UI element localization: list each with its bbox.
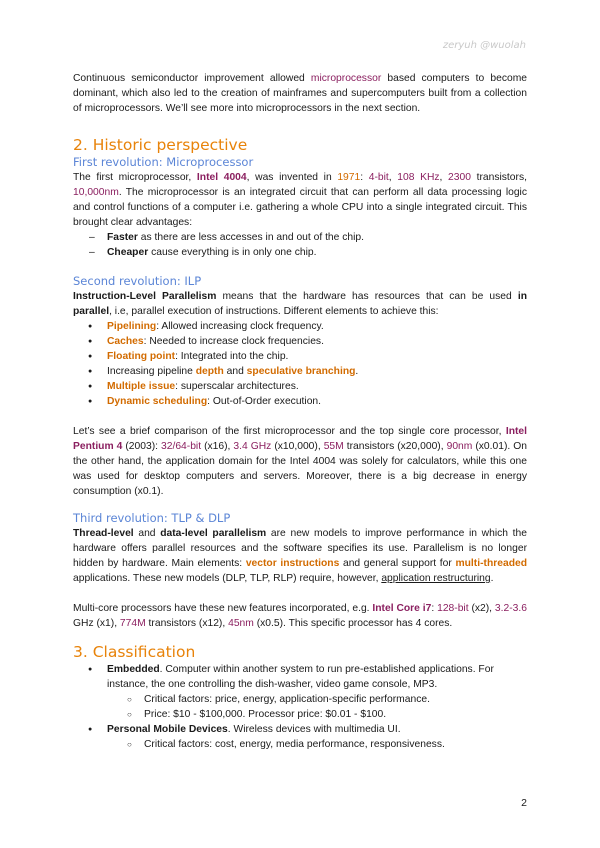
text: Personal Mobile Devices	[107, 724, 228, 735]
text: : Needed to increase clock frequencies.	[143, 336, 324, 347]
paragraph	[73, 170, 527, 230]
text: applications. These new models (DLP, TLP, RLP) require, however,	[73, 573, 382, 584]
text: (x0.5). This specific processor has 4 cores.	[253, 618, 453, 629]
intro-paragraph	[73, 71, 527, 116]
text: . Computer within another system to run pre-established applications. For instance, the one controlling the dish-washer, video game console, MP3.	[107, 664, 494, 690]
text: transistors (x12),	[145, 618, 229, 629]
watermark: zeryuh @wuolah	[442, 40, 526, 51]
text: (x10,000),	[271, 441, 324, 452]
text: cause everything is in only one chip.	[148, 247, 317, 258]
text: : superscalar architectures.	[175, 381, 299, 392]
text: (x2),	[468, 603, 495, 614]
text: : Out-of-Order execution.	[207, 396, 322, 407]
text: (x16),	[201, 441, 234, 452]
keyword: 32/64-bit	[161, 441, 202, 452]
text: .	[490, 573, 494, 584]
text: ,	[388, 172, 398, 183]
keyword: Intel Core i7	[372, 603, 432, 614]
text: (x0.01). On the other hand, the application domain for the Intel 4004 was solely for calculators, while this one was used for desktop computers and servers. Moreover, there is a big decrease in energy consumption (x0.1).	[73, 441, 528, 497]
text: GHz (x1),	[73, 618, 120, 629]
text: Multi-core processors have these new features incorporated, e.g.	[73, 603, 373, 614]
text: transistors (x20,000),	[343, 441, 447, 452]
keyword: Caches	[107, 336, 144, 347]
text: application restructuring	[381, 573, 491, 584]
sub-list-item	[73, 692, 527, 707]
text: transistors,	[470, 172, 527, 183]
page-number: 2	[521, 797, 527, 809]
keyword: Intel Pentium 4	[73, 426, 527, 452]
text: . Wireless devices with multimedia UI.	[227, 724, 401, 735]
text: data-level parallelism	[160, 528, 267, 539]
keyword: speculative branching	[246, 366, 356, 377]
keyword: 2300	[448, 172, 471, 183]
keyword: 1971	[337, 172, 361, 183]
text: .	[355, 366, 359, 377]
paragraph	[73, 526, 527, 586]
text: : Allowed increasing clock frequency.	[156, 321, 324, 332]
text: as there are less accesses in and out of the chip.	[137, 232, 364, 243]
keyword: microprocessor	[310, 73, 382, 84]
text: and	[133, 528, 161, 539]
advantages-list	[73, 230, 527, 260]
keyword: 90nm	[446, 441, 473, 452]
keyword: 45nm	[228, 618, 254, 629]
text: Critical factors: cost, energy, media performance, responsiveness.	[144, 739, 445, 750]
text: means that the hardware has resources that can be used	[216, 291, 518, 302]
text: Thread-level	[73, 528, 134, 539]
keyword: Dynamic scheduling	[107, 396, 208, 407]
paragraph	[73, 601, 527, 631]
subsection-heading: Second revolution: ILP	[73, 274, 202, 288]
keyword: multi-threaded	[455, 558, 527, 569]
keyword: 108 KHz	[397, 172, 440, 183]
text: Price: $10 - $100,000. Processor price: $0.01 - $100.	[144, 709, 387, 720]
text: Continuous semiconductor improvement allowed	[73, 73, 311, 84]
list-item	[73, 394, 527, 409]
text: Let’s see a brief comparison of the first microprocessor and the top single core processor,	[73, 426, 506, 437]
paragraph	[73, 289, 527, 319]
section-heading: 2. Historic perspective	[73, 136, 248, 154]
keyword: 3.2-3.6	[494, 603, 527, 614]
list-item	[73, 230, 527, 245]
list-item	[73, 364, 527, 379]
text: in parallel	[73, 291, 527, 317]
keyword: Floating point	[107, 351, 176, 362]
text: , was invented in	[246, 172, 338, 183]
text: . The microprocessor is an integrated circuit that can perform all data processing logic and control functions of a computer i.e. gathering a whole CPU into a single integrated circuit. This brought clear advantages:	[73, 187, 527, 228]
ilp-elements-list	[73, 319, 527, 409]
paragraph	[73, 424, 527, 499]
classification-list	[73, 662, 527, 752]
section-heading: 3. Classification	[73, 643, 196, 661]
text: Instruction-Level Parallelism	[73, 291, 217, 302]
text: , i.e, parallel execution of instructions. Different elements to achieve this:	[109, 306, 439, 317]
keyword: 3.4 GHz	[233, 441, 272, 452]
list-item	[73, 334, 527, 349]
keyword: 4-bit	[368, 172, 389, 183]
text: :	[431, 603, 438, 614]
text: Cheaper	[107, 247, 149, 258]
keyword: 128-bit	[437, 603, 469, 614]
keyword: Pipelining	[107, 321, 157, 332]
list-item	[73, 722, 527, 737]
keyword: Multiple issue	[107, 381, 176, 392]
keyword: Intel 4004	[196, 172, 247, 183]
text: Faster	[107, 232, 138, 243]
sub-list-item	[73, 737, 527, 752]
list-item	[73, 379, 527, 394]
page-content	[73, 71, 527, 752]
list-item	[73, 319, 527, 334]
text: Embedded	[107, 664, 160, 675]
text: :	[360, 172, 369, 183]
text: and general support for	[339, 558, 456, 569]
subsection-heading: Third revolution: TLP & DLP	[73, 511, 231, 525]
subsection-heading: First revolution: Microprocessor	[73, 155, 254, 169]
text: and	[223, 366, 247, 377]
keyword: depth	[195, 366, 224, 377]
list-item	[73, 245, 527, 260]
text: ,	[439, 172, 449, 183]
keyword: 10,000nm	[73, 187, 119, 198]
text: (2003):	[122, 441, 161, 452]
keyword: vector instructions	[245, 558, 340, 569]
text: are new models to improve performance in which the hardware offers parallel resources and the software specifies its use. Parallelism is no longer hidden by hardware. Main elements:	[73, 528, 527, 569]
list-item	[73, 349, 527, 364]
sub-list-item	[73, 707, 527, 722]
text: based computers to become dominant, which also led to the creation of mainframes and supercomputers built from a collection of microprocessors. We’ll see more into microprocessors in the next section.	[73, 73, 527, 114]
text: : Integrated into the chip.	[175, 351, 289, 362]
text: Increasing pipeline	[107, 366, 196, 377]
keyword: 774M	[119, 618, 146, 629]
text: Critical factors: price, energy, application-specific performance.	[144, 694, 430, 705]
keyword: 55M	[323, 441, 344, 452]
text: The first microprocessor,	[73, 172, 197, 183]
list-item	[73, 662, 527, 692]
